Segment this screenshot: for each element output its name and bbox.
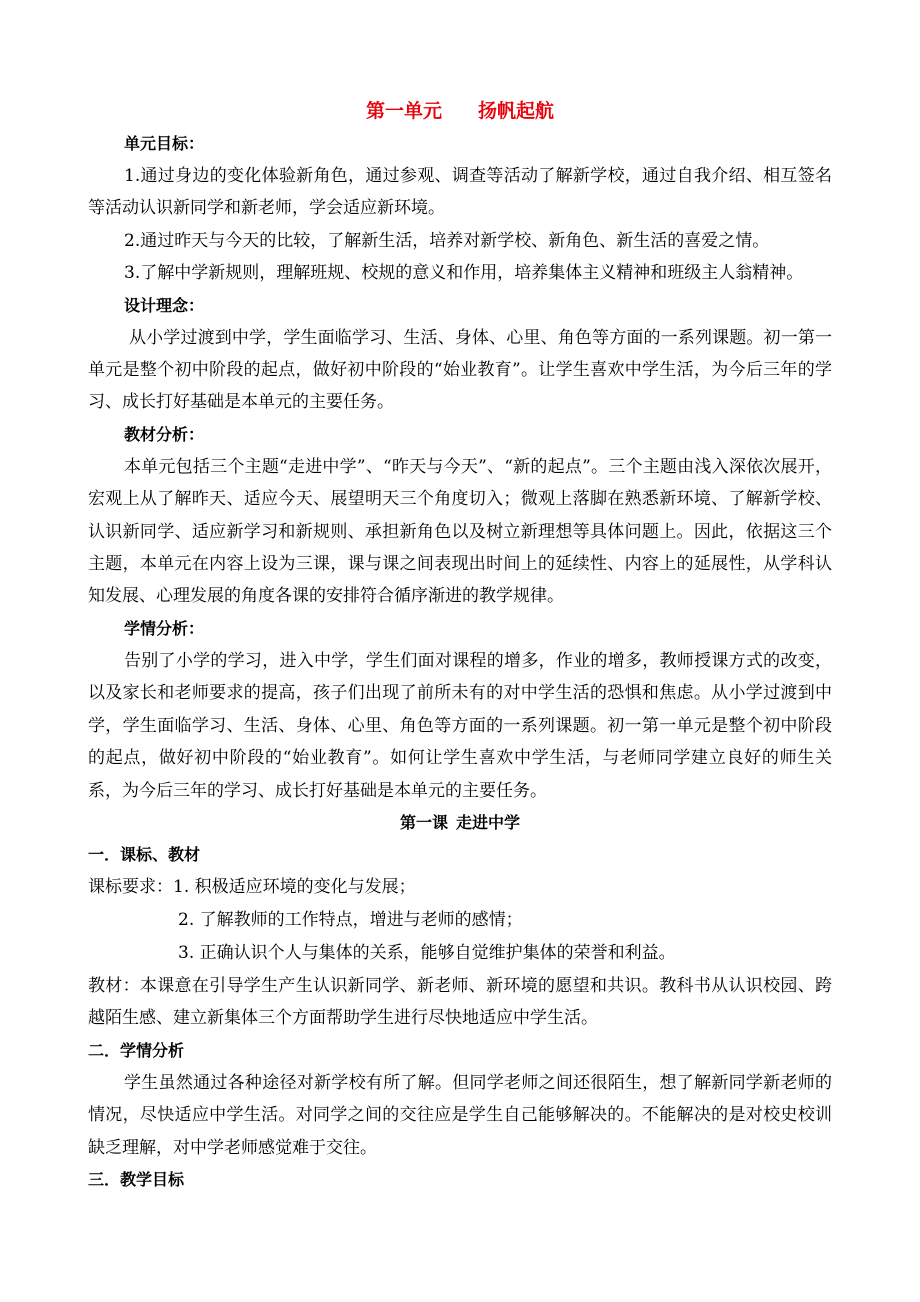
lesson-student-analysis-heading: 二．学情分析 <box>88 1040 185 1060</box>
requirement-item: 3. 正确认识个人与集体的关系，能够自觉维护集体的荣誉和利益。 <box>178 942 676 963</box>
unit-title-number: 第一单元 <box>365 100 442 122</box>
textbook-analysis-heading: 教材分析： <box>124 424 205 444</box>
textbook-text: 教材：本课意在引导学生产生认识新同学、新老师、新环境的愿望和共识。教科书从认识校园、跨越陌生感、建立新集体三个方面帮助学生进行尽快地适应中学生活。 <box>88 975 832 1029</box>
unit-goal-item: 1.通过身边的变化体验新角色，通过参观、调查等活动了解新学校，通过自我介绍、相互签名等活动认识新同学和新老师，学会适应新环境。 <box>88 166 832 219</box>
lesson-student-analysis-text: 学生虽然通过各种途径对新学校有所了解。但同学老师之间还很陌生，想了解新同学新老师的情况，尽快适应中学生活。对同学之间的交往应是学生自己能够解决的。不能解决的是对校史校训缺乏理解，对中学老师感觉难于交往。 <box>88 1072 832 1158</box>
unit-goal-item: 2.通过昨天与今天的比较，了解新生活，培养对新学校、新角色、新生活的喜爱之情。 <box>124 230 770 251</box>
document-page <box>88 96 832 1196</box>
design-concept-section <box>88 290 832 419</box>
teaching-goals-section <box>88 1164 832 1196</box>
design-concept-heading: 设计理念： <box>124 295 205 315</box>
design-concept-text: 从小学过渡到中学，学生面临学习、生活、身体、心里、角色等方面的一系列课题。初一第一单元是整个初中阶段的起点，做好初中阶段的“始业教育”。让学生喜欢中学生活，为今后三年的学习、成长打好基础是本单元的主要任务。 <box>88 327 832 413</box>
lesson-name: 走进中学 <box>456 812 521 832</box>
unit-goals-heading: 单元目标： <box>124 134 205 153</box>
unit-title <box>88 96 832 126</box>
unit-goal-item: 3.了解中学新规则，理解班规、校规的意义和作用，培养集体主义精神和班级主人翁精神。 <box>124 263 804 284</box>
student-analysis-text: 告别了小学的学习，进入中学，学生们面对课程的增多，作业的增多，教师授课方式的改变，以及家长和老师要求的提高，孩子们出现了前所未有的对中学生活的恐惧和焦虑。从小学过渡到中学，学生面临学习、生活、身体、心里、角色等方面的一系列课题。初一第一单元是整个初中阶段的起点，做好初中阶段的“始业教育”。如何让学生喜欢中学生活，与老师同学建立良好的师生关系，为今后三年的学习、成长打好基础是本单元的主要任务。 <box>88 650 832 801</box>
requirement-item: 1. 积极适应环境的变化与发展； <box>173 876 416 897</box>
curriculum-heading: 一．课标、教材 <box>88 844 201 864</box>
lesson-title <box>88 807 832 839</box>
teaching-goals-heading: 三．教学目标 <box>88 1169 185 1189</box>
student-analysis-heading: 学情分析： <box>124 618 205 638</box>
unit-goals-section <box>88 128 832 290</box>
requirement-first-line <box>88 871 832 904</box>
unit-title-name: 扬帆起航 <box>478 100 555 122</box>
textbook-analysis-text: 本单元包括三个主题“走进中学”、“昨天与今天”、“新的起点”。三个主题由浅入深依次展开，宏观上从了解昨天、适应今天、展望明天三个角度切入；微观上落脚在熟悉新环境、了解新学校、认识新同学、适应新学习和新规则、承担新角色以及树立新理想等具体问题上。因此，依据这三个主题，本单元在内容上设为三课，课与课之间表现出时间上的延续性、内容上的延展性，从学科认知发展、心理发展的角度各课的安排符合循序渐进的教学规律。 <box>88 456 832 607</box>
lesson-number: 第一课 <box>399 812 448 832</box>
requirement-item: 2. 了解教师的工作特点，增进与老师的感情； <box>178 909 523 930</box>
requirement-label: 课标要求： <box>88 876 173 897</box>
curriculum-section <box>88 839 832 1035</box>
student-analysis-section <box>88 613 832 807</box>
textbook-analysis-section <box>88 419 832 613</box>
lesson-student-analysis-section <box>88 1035 832 1164</box>
